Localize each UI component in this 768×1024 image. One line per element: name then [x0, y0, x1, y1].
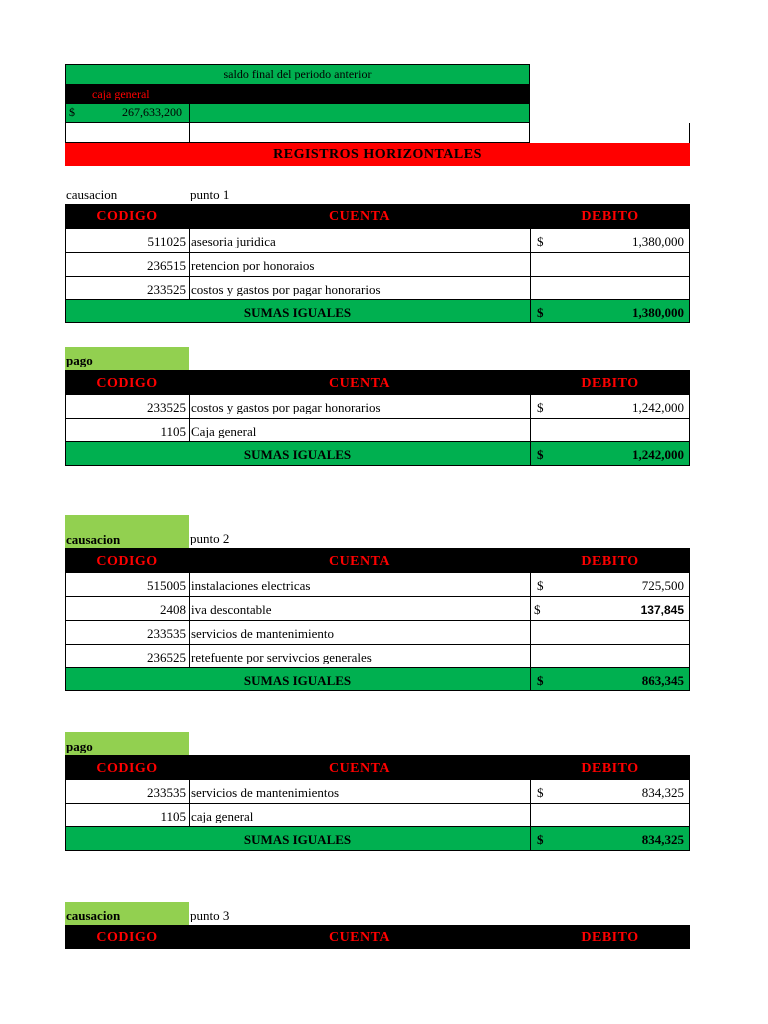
block3-label: causacion	[66, 533, 121, 546]
saldo-title: saldo final del periodo anterior	[223, 68, 372, 80]
block1-total-value: 1,380,000	[632, 306, 684, 319]
block2-row-1-code: 233525	[147, 401, 186, 414]
registros-title: REGISTROS HORIZONTALES	[273, 148, 482, 162]
block3-row-2-currency: $	[534, 603, 541, 616]
block3-row-2-account: iva descontable	[191, 603, 272, 616]
block1-row-1-currency: $	[537, 235, 544, 248]
block3-row-1-account: instalaciones electricas	[191, 579, 311, 592]
block1-header-codigo: CODIGO	[96, 210, 158, 224]
block4-row-1-code: 233535	[147, 786, 186, 799]
block3-row-4-code: 236525	[147, 651, 186, 664]
caja-label: caja general	[92, 88, 150, 100]
block1-label: causacion	[66, 188, 118, 201]
block3-sumas-label: SUMAS IGUALES	[243, 674, 352, 687]
saldo-currency: $	[69, 106, 75, 118]
block3-row-1-currency: $	[537, 579, 544, 592]
block4-header-codigo: CODIGO	[96, 762, 158, 776]
block1-sumas-label: SUMAS IGUALES	[243, 306, 352, 319]
block1-header-debito: DEBITO	[581, 210, 639, 224]
block3-row-2-debit: 137,845	[640, 604, 684, 616]
block4-row-1-currency: $	[537, 786, 544, 799]
saldo-amount: 267,633,200	[122, 106, 182, 118]
block4-total-value: 834,325	[641, 833, 684, 846]
block2-total-currency: $	[537, 448, 544, 461]
block1-header-cuenta: CUENTA	[328, 210, 391, 224]
block3-punto: punto 2	[190, 532, 230, 545]
block1-row-1-code: 511025	[147, 235, 186, 248]
block4-label: pago	[66, 740, 93, 753]
block3-header-codigo: CODIGO	[96, 555, 158, 569]
block3-total-value: 863,345	[641, 674, 684, 687]
block1-row-1-debit: 1,380,000	[632, 235, 684, 248]
block2-sumas-label: SUMAS IGUALES	[243, 448, 352, 461]
block4-row-1-debit: 834,325	[641, 786, 684, 799]
block2-header-cuenta: CUENTA	[328, 377, 391, 391]
block5-label: causacion	[66, 909, 121, 922]
block4-header-cuenta: CUENTA	[328, 762, 391, 776]
empty-row	[65, 123, 530, 143]
block1-row-3-account: costos y gastos por pagar honorarios	[191, 283, 381, 296]
block2-row-1-account: costos y gastos por pagar honorarios	[191, 401, 381, 414]
block3-row-3-account: servicios de mantenimiento	[191, 627, 334, 640]
empty-row-right-line	[689, 123, 690, 143]
block1-total-currency: $	[537, 306, 544, 319]
block5-header-debito: DEBITO	[581, 931, 639, 945]
block2-row-1-debit: 1,242,000	[632, 401, 684, 414]
block2-row-2-account: Caja general	[191, 425, 257, 438]
block4-row-2-code: 1105	[160, 810, 186, 823]
block4-row-2-account: caja general	[191, 810, 254, 823]
block1-row-3-code: 233525	[147, 283, 186, 296]
block2-header-debito: DEBITO	[581, 377, 639, 391]
block1-row-2-account: retencion por honoraios	[191, 259, 315, 272]
block2-row-2-code: 1105	[160, 425, 186, 438]
block5-header-cuenta: CUENTA	[328, 931, 391, 945]
block5-punto: punto 3	[190, 909, 230, 922]
block4-sumas-label: SUMAS IGUALES	[243, 833, 352, 846]
block4-total-currency: $	[537, 833, 544, 846]
block2-header-codigo: CODIGO	[96, 377, 158, 391]
block3-row-2-code: 2408	[160, 603, 186, 616]
block3-header-cuenta: CUENTA	[328, 555, 391, 569]
block3-row-3-code: 233535	[147, 627, 186, 640]
block1-row-2-code: 236515	[147, 259, 186, 272]
block3-header-debito: DEBITO	[581, 555, 639, 569]
block4-header-debito: DEBITO	[581, 762, 639, 776]
saldo-amount-divider	[189, 103, 190, 123]
block3-row-4-account: retefuente por servivcios generales	[191, 651, 372, 664]
block3-row-1-code: 515005	[147, 579, 186, 592]
block3-row-1-debit: 725,500	[641, 579, 684, 592]
block1-punto: punto 1	[190, 188, 230, 201]
block2-row-1-currency: $	[537, 401, 544, 414]
block5-header-codigo: CODIGO	[96, 931, 158, 945]
block3-total-currency: $	[537, 674, 544, 687]
block4-row-1-account: servicios de mantenimientos	[191, 786, 340, 799]
empty-row-divider	[189, 123, 190, 143]
block1-row-1-account: asesoria juridica	[191, 235, 276, 248]
block2-total-value: 1,242,000	[632, 448, 684, 461]
block2-label: pago	[66, 354, 93, 367]
